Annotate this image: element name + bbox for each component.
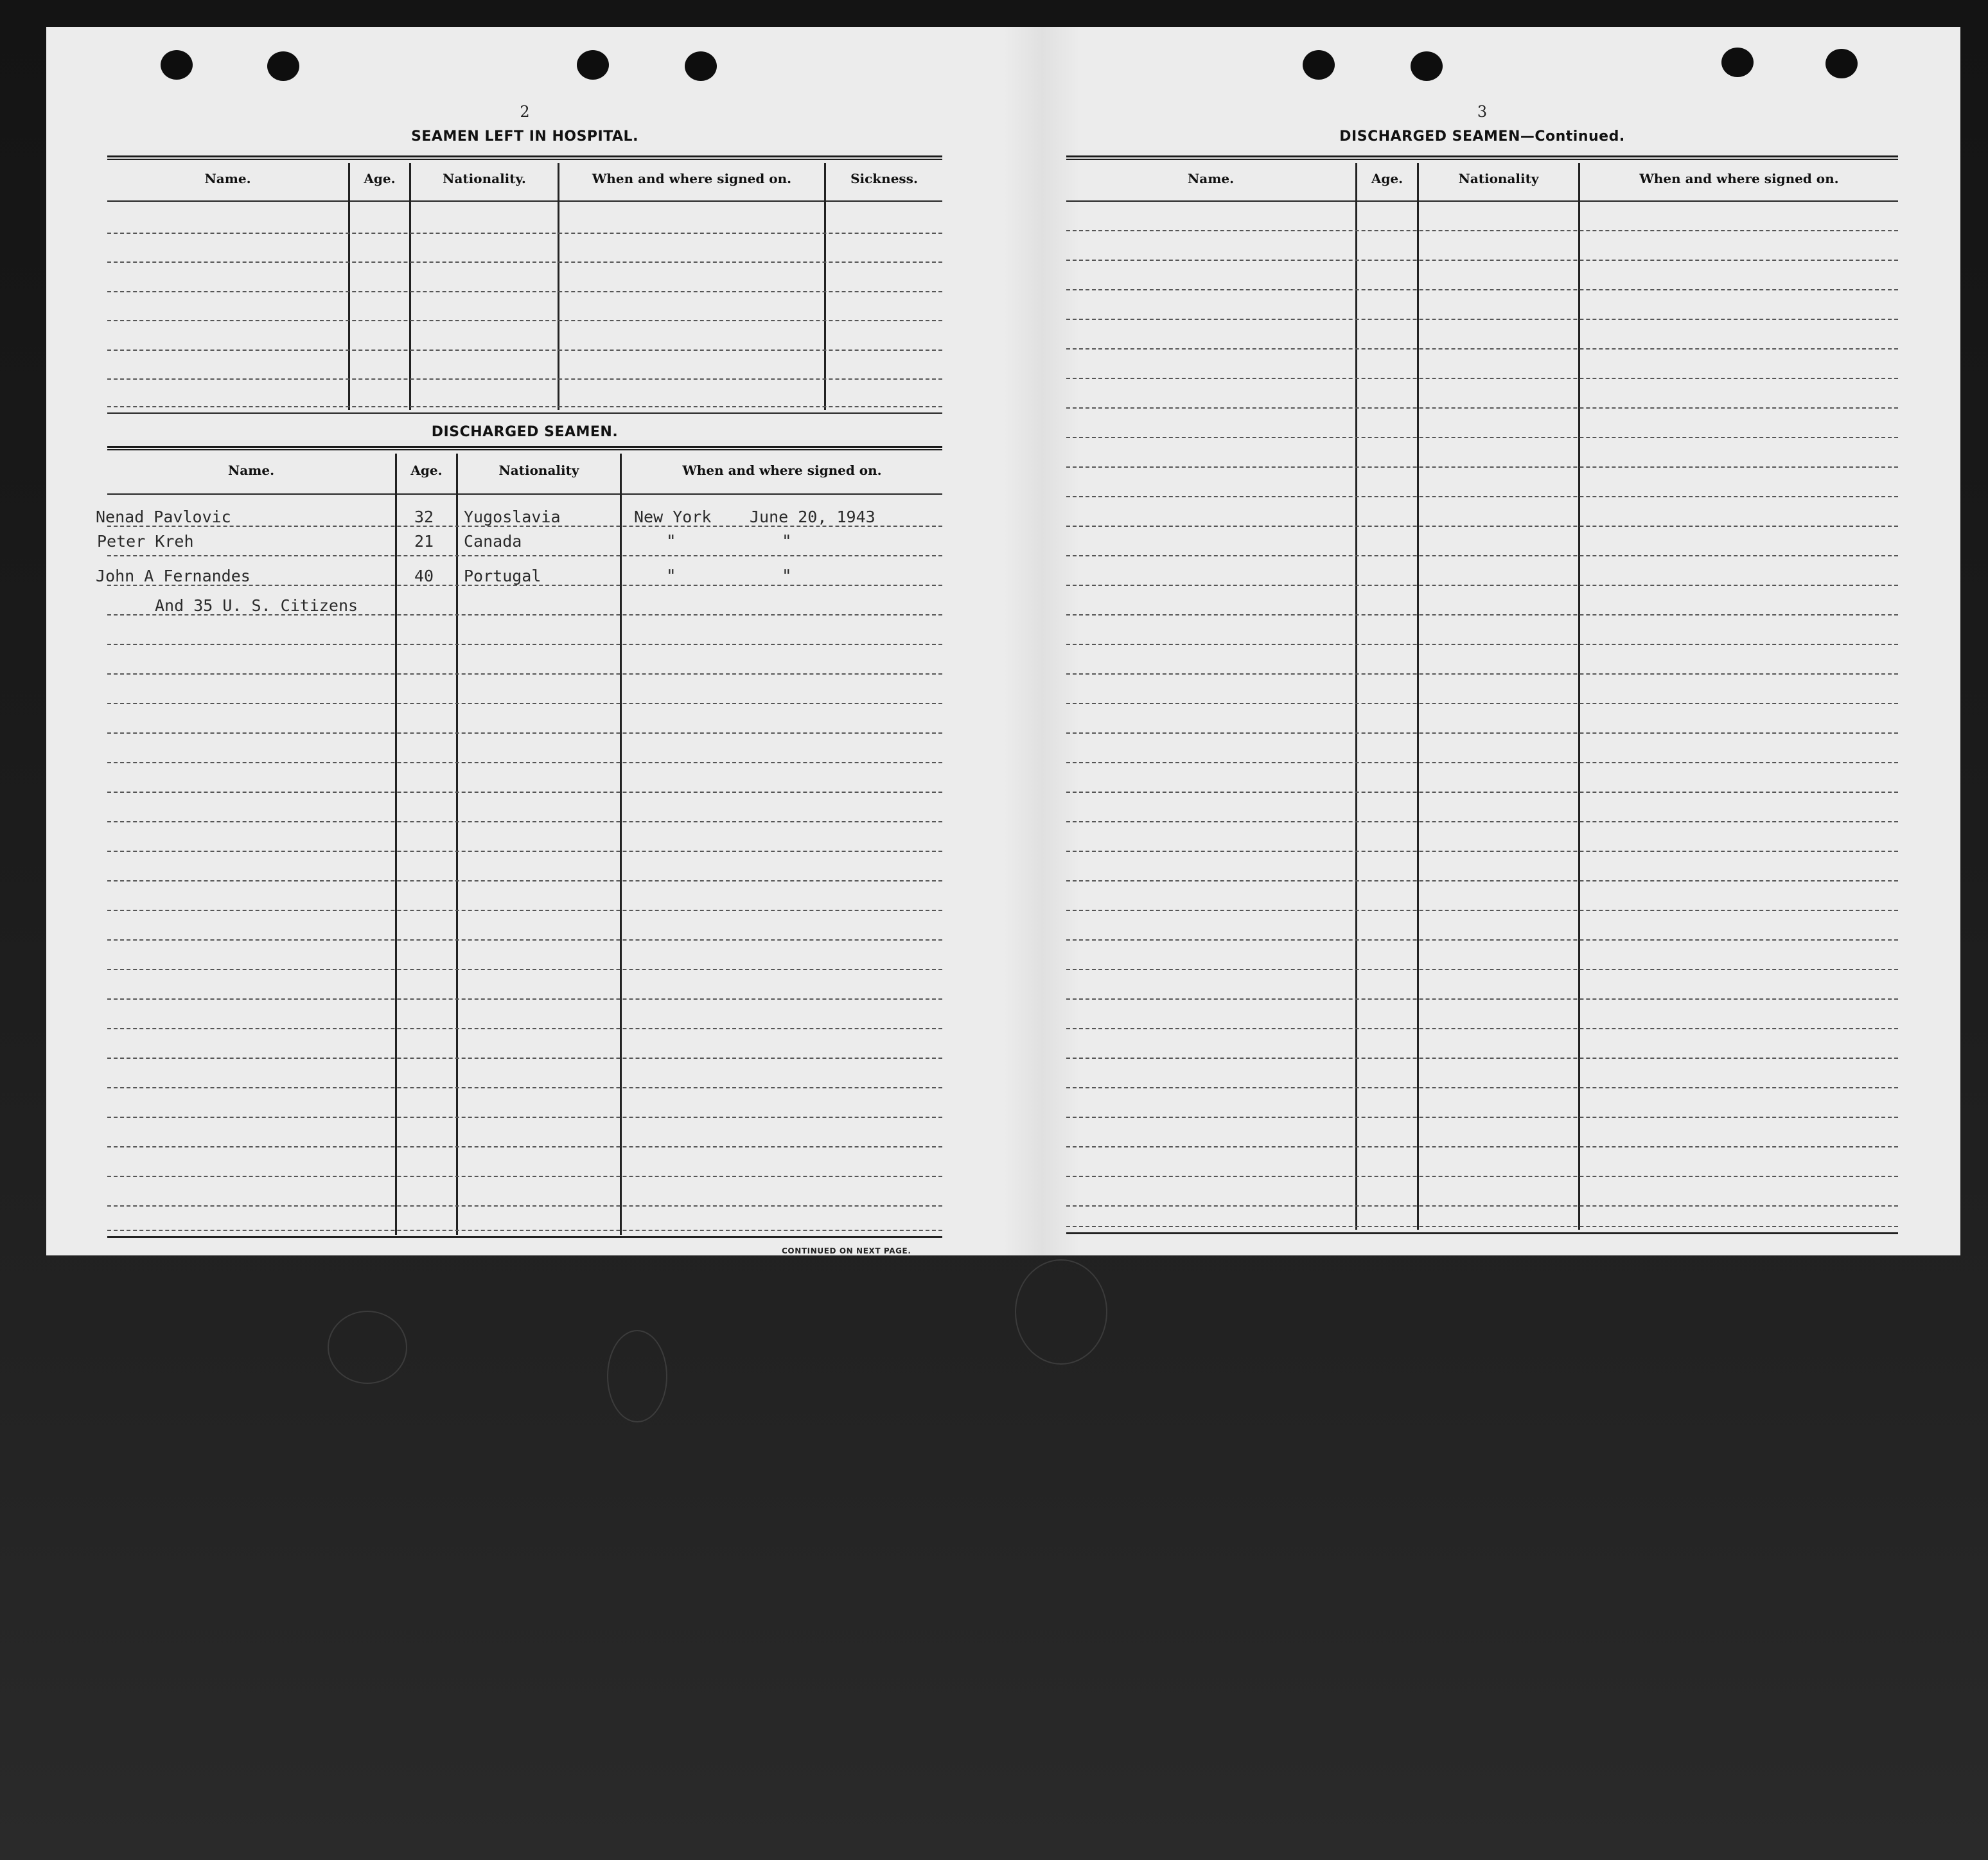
- signed-on-place: ": [666, 567, 676, 586]
- col-header-signed-on: When and where signed on.: [682, 463, 882, 478]
- citizens-note: And 35 U. S. Citizens: [155, 596, 358, 615]
- seaman-nationality: Canada: [464, 532, 522, 551]
- col-header-signed-on: When and where signed on.: [1639, 171, 1839, 186]
- col-header-age: Age.: [410, 463, 443, 478]
- left-page: [96, 27, 990, 1255]
- col-header-nationality: Nationality: [1458, 171, 1539, 186]
- dust-mark: [1015, 1259, 1107, 1365]
- col-header-age: Age.: [1371, 171, 1403, 186]
- col-header-name: Name.: [204, 171, 251, 186]
- seaman-age: 40: [414, 567, 434, 585]
- seaman-name: Peter Kreh: [97, 532, 194, 551]
- ledger-sheet: [46, 27, 1960, 1255]
- col-header-signed-on: When and where signed on.: [592, 171, 792, 186]
- col-header-name: Name.: [227, 463, 275, 478]
- col-header-sickness: Sickness.: [850, 171, 918, 186]
- page-number: 3: [1477, 103, 1488, 121]
- col-header-name: Name.: [1187, 171, 1235, 186]
- signed-on-date: ": [782, 567, 792, 586]
- discharged-continued-title: DISCHARGED SEAMEN—Continued.: [1339, 128, 1625, 145]
- page-number: 2: [520, 103, 530, 121]
- col-header-nationality: Nationality: [498, 463, 579, 478]
- col-header-nationality: Nationality.: [443, 171, 526, 186]
- signed-on-date: June 20, 1943: [750, 508, 875, 526]
- discharged-section-title: DISCHARGED SEAMEN.: [431, 424, 619, 440]
- seaman-age: 21: [414, 532, 434, 551]
- dust-mark: [328, 1311, 407, 1384]
- seaman-nationality: Yugoslavia: [464, 508, 561, 526]
- signed-on-place: New York: [634, 508, 712, 526]
- dust-mark: [607, 1330, 667, 1422]
- seaman-name: John A Fernandes: [96, 567, 251, 585]
- right-page: [1066, 27, 1946, 1255]
- seaman-name: Nenad Pavlovic: [96, 508, 231, 526]
- seaman-nationality: Portugal: [464, 567, 541, 585]
- continued-note: CONTINUED ON NEXT PAGE.: [782, 1246, 911, 1255]
- signed-on-place: ": [666, 532, 676, 551]
- signed-on-date: ": [782, 532, 792, 551]
- col-header-age: Age.: [364, 171, 396, 186]
- hospital-section-title: SEAMEN LEFT IN HOSPITAL.: [411, 128, 638, 145]
- seaman-age: 32: [414, 508, 434, 526]
